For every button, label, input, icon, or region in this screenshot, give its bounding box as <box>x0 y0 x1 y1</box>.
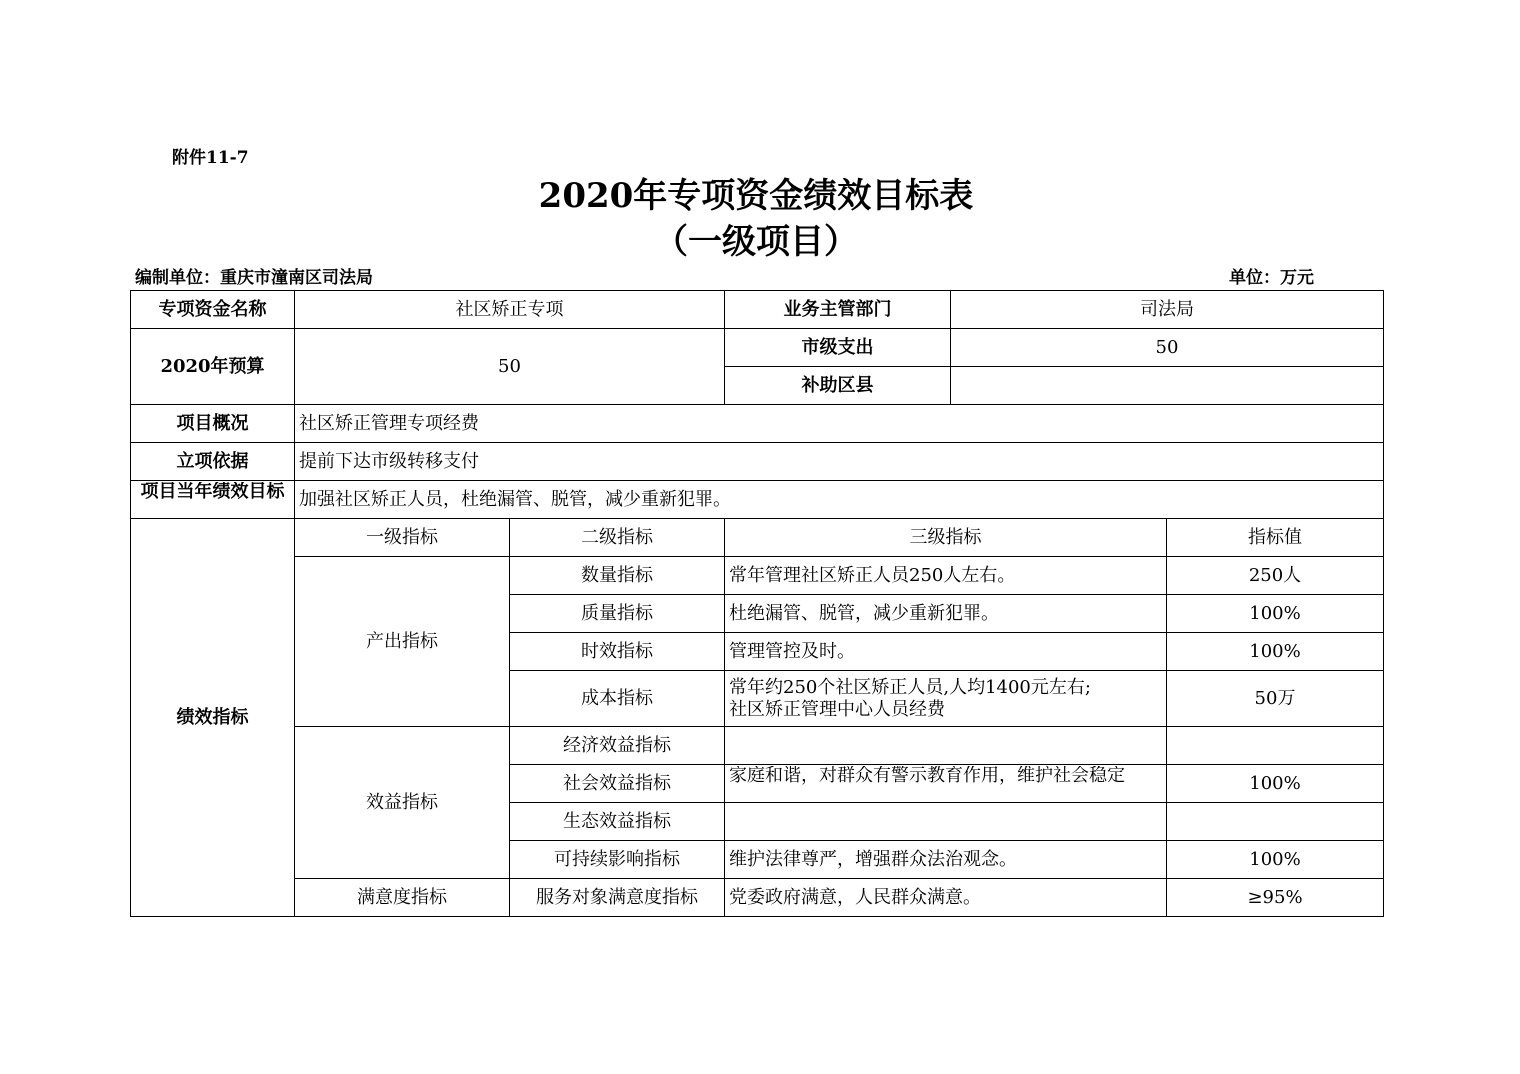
basis-label: 立项依据 <box>131 443 295 481</box>
level3-cell <box>725 671 1167 727</box>
goal-value: 加强社区矫正人员，杜绝漏管、脱管，减少重新犯罪。 <box>295 481 1384 519</box>
goal-label-text: 项目当年绩效目标 <box>140 481 285 502</box>
page-title: 2020年专项资金绩效目标表 <box>538 176 974 216</box>
level2-cell: 质量指标 <box>510 595 725 633</box>
level3-cell <box>725 727 1167 765</box>
dept-label: 业务主管部门 <box>725 291 951 329</box>
city-expenditure-value: 50 <box>951 329 1384 367</box>
subsidy-value <box>951 367 1384 405</box>
level3-cell <box>725 803 1167 841</box>
budget-value: 50 <box>295 329 725 405</box>
value-cell: ≥95% <box>1167 879 1384 917</box>
value-cell: 100% <box>1167 633 1384 671</box>
value-cell <box>1167 727 1384 765</box>
level2-cell: 成本指标 <box>510 671 725 727</box>
level3-wrapped-text: 家庭和谐，对群众有警示教育作用，维护社会稳定 <box>729 765 1125 786</box>
value-cell: 50万 <box>1167 671 1384 727</box>
value-cell: 100% <box>1167 765 1384 803</box>
table-row <box>131 727 1384 765</box>
header-level1: 一级指标 <box>295 519 510 557</box>
level3-cell: 常年管理社区矫正人员250人左右。 <box>725 557 1167 595</box>
level3-cell: 杜绝漏管、脱管，减少重新犯罪。 <box>725 595 1167 633</box>
header-level2: 二级指标 <box>510 519 725 557</box>
subsidy-label: 补助区县 <box>725 367 951 405</box>
overview-value: 社区矫正管理专项经费 <box>295 405 1384 443</box>
level2-cell: 数量指标 <box>510 557 725 595</box>
level3-cell: 维护法律尊严，增强群众法治观念。 <box>725 841 1167 879</box>
overview-label: 项目概况 <box>131 405 295 443</box>
satisfaction-indicator-label: 满意度指标 <box>295 879 510 917</box>
header-level3: 三级指标 <box>725 519 1167 557</box>
compiling-unit: 编制单位：重庆市潼南区司法局 <box>135 268 373 288</box>
indicators-section-label: 绩效指标 <box>131 519 295 917</box>
fund-name-value: 社区矫正专项 <box>295 291 725 329</box>
output-indicator-label: 产出指标 <box>295 557 510 727</box>
level2-cell: 生态效益指标 <box>510 803 725 841</box>
page-subtitle: （一级项目） <box>654 222 858 262</box>
level3-cell <box>725 765 1167 803</box>
dept-value: 司法局 <box>951 291 1384 329</box>
level2-cell: 经济效益指标 <box>510 727 725 765</box>
city-expenditure-label: 市级支出 <box>725 329 951 367</box>
value-cell: 250人 <box>1167 557 1384 595</box>
budget-label: 2020年预算 <box>131 329 295 405</box>
level2-cell: 时效指标 <box>510 633 725 671</box>
level3-line: 社区矫正管理中心人员经费 <box>729 698 945 720</box>
level3-line: 常年约250个社区矫正人员,人均1400元左右; <box>729 676 1091 698</box>
fund-name-label: 专项资金名称 <box>131 291 295 329</box>
performance-target-table <box>130 290 1384 917</box>
table-row <box>131 519 1384 557</box>
attachment-number: 附件11-7 <box>172 148 249 168</box>
level2-cell: 社会效益指标 <box>510 765 725 803</box>
benefit-indicator-label: 效益指标 <box>295 727 510 879</box>
money-unit: 单位：万元 <box>1229 268 1314 288</box>
table-row <box>131 443 1384 481</box>
level3-cell: 党委政府满意，人民群众满意。 <box>725 879 1167 917</box>
level2-cell: 可持续影响指标 <box>510 841 725 879</box>
basis-value: 提前下达市级转移支付 <box>295 443 1384 481</box>
table-row <box>131 557 1384 595</box>
table-row <box>131 405 1384 443</box>
value-cell <box>1167 803 1384 841</box>
level3-cell: 管理管控及时。 <box>725 633 1167 671</box>
value-cell: 100% <box>1167 595 1384 633</box>
level2-cell: 服务对象满意度指标 <box>510 879 725 917</box>
value-cell: 100% <box>1167 841 1384 879</box>
table-row <box>131 481 1384 519</box>
table-row <box>131 329 1384 367</box>
table-row <box>131 879 1384 917</box>
table-row <box>131 291 1384 329</box>
header-value: 指标值 <box>1167 519 1384 557</box>
goal-label <box>131 481 295 519</box>
